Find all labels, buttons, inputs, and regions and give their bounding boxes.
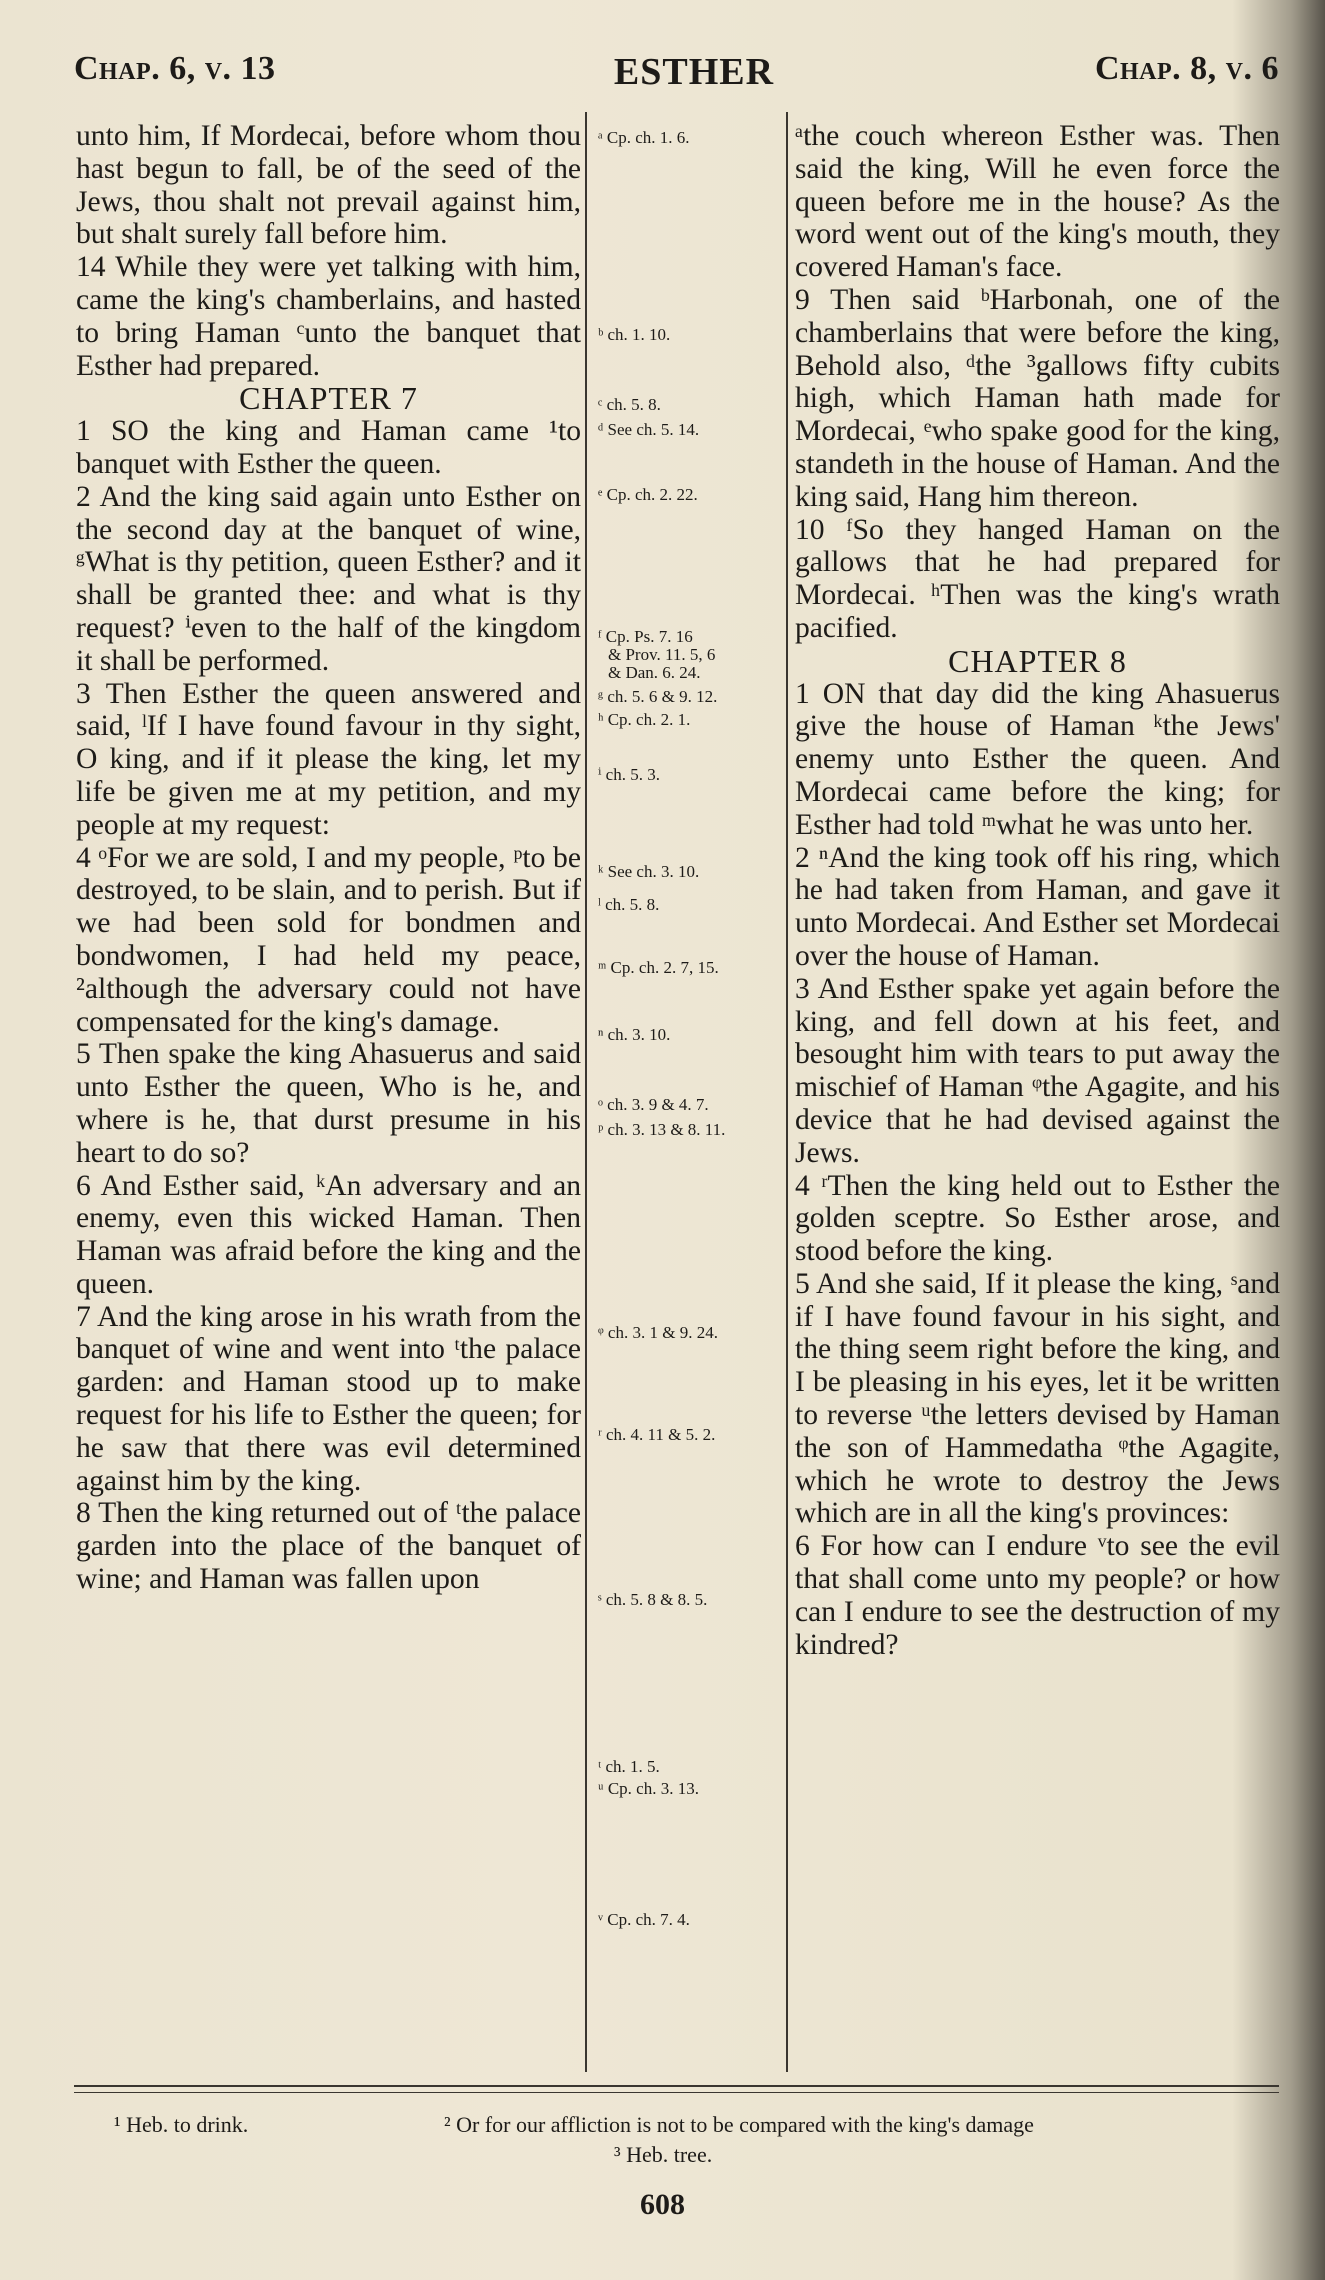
verse-paragraph: unto him, If Mordecai, before whom thou hast begun to fall, be of the seed of the Jews, thou shalt not prevail against him, but shalt surely fall before him.: [76, 120, 581, 251]
running-header: [74, 50, 1279, 100]
column-rule-right: [786, 112, 788, 2072]
verse-paragraph: 6 And Esther said, ᵏAn adversary and an enemy, even this wicked Haman. Then Haman was afraid before the king and the queen.: [76, 1169, 581, 1300]
cross-reference: ʰ Cp. ch. 2. 1.: [598, 710, 691, 729]
verse-paragraph: 8 Then the king returned out of ᵗthe palace garden into the place of the banquet of wine; and Haman was fallen upon: [76, 1497, 581, 1596]
cross-reference: ᵉ Cp. ch. 2. 22.: [598, 485, 698, 504]
cross-reference: ᵒ ch. 3. 9 & 4. 7.: [598, 1095, 709, 1114]
verse-paragraph: 6 For how can I endure ᵛto see the evil that shall come unto my people? or how can I endure to see the destruction of my kindred?: [795, 1530, 1280, 1661]
left-text-column: [76, 120, 581, 1596]
cross-reference: ⁱ ch. 5. 3.: [598, 765, 660, 784]
cross-reference: ᵃ Cp. ch. 1. 6.: [598, 128, 690, 147]
cross-reference: ᵇ ch. 1. 10.: [598, 325, 671, 344]
cross-reference: ᶜ ch. 5. 8.: [598, 395, 661, 414]
verse-paragraph: 4 ʳThen the king held out to Esther the golden sceptre. So Esther arose, and stood before the king.: [795, 1169, 1280, 1268]
cross-reference: ᶠ Cp. Ps. 7. 16: [598, 627, 693, 646]
cross-reference: ᵐ Cp. ch. 2. 7, 15.: [598, 958, 719, 977]
verse-paragraph: 3 And Esther spake yet again before the king, and fell down at his feet, and besought him with tears to put away the mischief of Haman ᵠthe Agagite, and his device that he had devised against the Jews.: [795, 972, 1280, 1169]
footnote-rule: [74, 2085, 1279, 2087]
cross-reference: ᵘ Cp. ch. 3. 13.: [598, 1779, 699, 1798]
cross-reference: ⁿ ch. 3. 10.: [598, 1025, 671, 1044]
verse-paragraph: 1 ON that day did the king Ahasuerus give the house of Haman ᵏthe Jews' enemy unto Esther the queen. And Mordecai came before the king; for Esther had told ᵐwhat he was unto her.: [795, 677, 1280, 841]
cross-reference: ᵠ ch. 3. 1 & 9. 24.: [598, 1323, 718, 1342]
cross-reference: ᵗ ch. 1. 5.: [598, 1757, 660, 1776]
verse-paragraph: ᵃthe couch whereon Esther was. Then said the king, Will he even force the queen before me in the house? As the word went out of the king's mouth, they covered Haman's face.: [795, 120, 1280, 284]
cross-reference: ᵍ ch. 5. 6 & 9. 12.: [598, 687, 718, 706]
right-text-column: [795, 120, 1280, 1661]
verse-paragraph: 3 Then Esther the queen answered and said, ˡIf I have found favour in thy sight, O king, and if it please the king, let my life be given me at my petition, and my people at my request:: [76, 677, 581, 841]
verse-paragraph: 4 ᵒFor we are sold, I and my people, ᵖto be destroyed, to be slain, and to perish. But if we had been sold for bondmen and bondwomen, I had held my peace, ²although the adversary could not have compensated for the king's damage.: [76, 841, 581, 1038]
footnote-2: ² Or for our affliction is not to be compared with the king's damage: [444, 2112, 1034, 2137]
cross-reference: ᵛ Cp. ch. 7. 4.: [598, 1910, 690, 1929]
verse-paragraph: 2 And the king said again unto Esther on the second day at the banquet of wine, ᵍWhat is thy petition, queen Esther? and it shall be granted thee: and what is thy request? ⁱeven to the half of the kingdom it shall be performed.: [76, 480, 581, 677]
chapter-heading: CHAPTER 8: [948, 642, 1127, 679]
verse-paragraph: 1 SO the king and Haman came ¹to banquet with Esther the queen.: [76, 415, 581, 480]
footnote-1: ¹ Heb. to drink.: [114, 2112, 249, 2137]
header-book-title: ESTHER: [613, 51, 775, 93]
verse-paragraph: 5 Then spake the king Ahasuerus and said unto Esther the queen, Who is he, and where is he, that durst presume in his heart to do so?: [76, 1038, 581, 1169]
footnote-rule-thin: [74, 2092, 1279, 2093]
verse-paragraph: 14 While they were yet talking with him, came the king's chamberlains, and hasted to bring Haman ᶜunto the banquet that Esther had prepared.: [76, 251, 581, 382]
cross-reference: ᵈ See ch. 5. 14.: [598, 420, 700, 439]
page-number: 608: [640, 2188, 685, 2221]
verse-paragraph: 5 And she said, If it please the king, ˢand if I have found favour in his sight, and the thing seem right before the king, and I be pleasing in his eyes, let it be written to reverse ᵘthe letters devised by Haman the son of Hammedatha ᵠthe Agagite, which he wrote to destroy the Jews which are in all the king's provinces:: [795, 1267, 1280, 1530]
cross-reference: ᵖ ch. 3. 13 & 8. 11.: [598, 1120, 726, 1139]
verse-paragraph: 2 ⁿAnd the king took off his ring, which he had taken from Haman, and gave it unto Mordecai. And Esther set Mordecai over the house of Haman.: [795, 841, 1280, 972]
verse-paragraph: 10 ᶠSo they hanged Haman on the gallows that he had prepared for Mordecai. ʰThen was the king's wrath pacified.: [795, 513, 1280, 644]
chapter-heading: CHAPTER 7: [239, 380, 418, 417]
cross-reference: ᵏ See ch. 3. 10.: [598, 862, 700, 881]
verse-paragraph: 7 And the king arose in his wrath from the banquet of wine and went into ᵗthe palace garden: and Haman stood up to make request for his life to Esther the queen; for he saw that there was evil determined against him by the king.: [76, 1300, 581, 1497]
cross-reference: ˢ ch. 5. 8 & 8. 5.: [598, 1590, 708, 1609]
cross-reference: & Prov. 11. 5, 6: [608, 645, 716, 664]
cross-reference: ˡ ch. 5. 8.: [598, 895, 660, 914]
header-left: Chap. 6, v. 13: [74, 50, 276, 87]
column-rule-left: [585, 112, 587, 2072]
cross-reference: ʳ ch. 4. 11 & 5. 2.: [598, 1425, 716, 1444]
footnote-3: ³ Heb. tree.: [614, 2142, 713, 2167]
verse-paragraph: 9 Then said ᵇHarbonah, one of the chamberlains that were before the king, Behold also, ᵈthe ³gallows fifty cubits high, which Haman hath made for Mordecai, ᵉwho spake good for the king, standeth in the house of Haman. And the king said, Hang him thereon.: [795, 283, 1280, 513]
cross-reference: & Dan. 6. 24.: [608, 663, 701, 682]
header-right: Chap. 8, v. 6: [1094, 50, 1279, 87]
